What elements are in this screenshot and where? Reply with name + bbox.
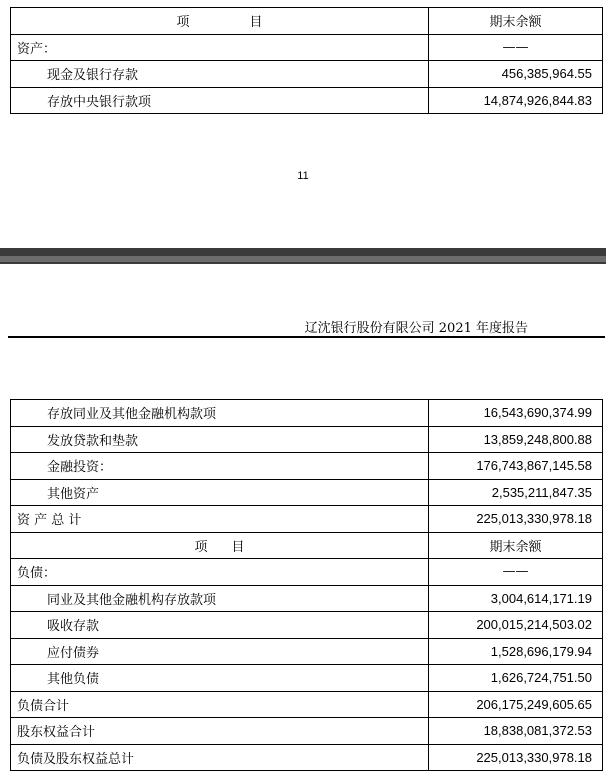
- row-value: 16,543,690,374.99: [429, 400, 603, 427]
- table-row: [11, 479, 603, 506]
- row-label: 同业及其他金融机构存放款项: [11, 585, 429, 612]
- row-value: 225,013,330,978.18: [429, 744, 603, 771]
- row-label: 金融投资：: [11, 453, 429, 480]
- table-row: [11, 718, 603, 745]
- row-value: 176,743,867,145.58: [429, 453, 603, 480]
- row-label: 股东权益合计: [11, 718, 429, 745]
- table-row: [11, 61, 603, 88]
- table-row: [11, 400, 603, 427]
- row-label: 负债及股东权益总计: [11, 744, 429, 771]
- row-value: 13,859,248,800.88: [429, 426, 603, 453]
- page-number: 11: [297, 170, 309, 182]
- header-item: [11, 532, 429, 559]
- row-value: ——: [429, 559, 603, 586]
- row-label: 负债：: [11, 559, 429, 586]
- row-value: 1,626,724,751.50: [429, 665, 603, 692]
- table-row: [11, 585, 603, 612]
- row-value: 2,535,211,847.35: [429, 479, 603, 506]
- header-item-a: 项: [176, 15, 190, 31]
- row-label: 应付债券: [11, 638, 429, 665]
- page-separator-inner: [0, 256, 606, 262]
- row-value: 3,004,614,171.19: [429, 585, 603, 612]
- row-label: 存放同业及其他金融机构款项: [11, 400, 429, 427]
- table-row: [11, 34, 603, 61]
- row-label: 存放中央银行款项: [11, 87, 429, 114]
- header-item: [11, 8, 429, 35]
- header-item-a: 项: [194, 539, 208, 555]
- table-row: [11, 638, 603, 665]
- row-label: 资产：: [11, 34, 429, 61]
- row-label: 其他资产: [11, 479, 429, 506]
- row-value: 206,175,249,605.65: [429, 691, 603, 718]
- row-label: 发放贷款和垫款: [11, 426, 429, 453]
- balance-table-bottom: [10, 399, 603, 771]
- row-label: 负债合计: [11, 691, 429, 718]
- table-row: [11, 453, 603, 480]
- row-label: 其他负债: [11, 665, 429, 692]
- row-label: 现金及银行存款: [11, 61, 429, 88]
- row-value: 225,013,330,978.18: [429, 506, 603, 533]
- header-rule: [8, 336, 605, 338]
- assets-table-top: [10, 7, 603, 114]
- header-item-b: 目: [231, 539, 245, 555]
- row-value: 1,528,696,179.94: [429, 638, 603, 665]
- table-row: [11, 744, 603, 771]
- table-row: [11, 506, 603, 533]
- header-item-b: 目: [249, 15, 263, 31]
- row-label: 资 产 总 计: [11, 506, 429, 533]
- row-value: 456,385,964.55: [429, 61, 603, 88]
- table-row: [11, 87, 603, 114]
- table-header-row: [11, 532, 603, 559]
- row-value: 18,838,081,372.53: [429, 718, 603, 745]
- row-value: ——: [429, 34, 603, 61]
- row-value: 200,015,214,503.02: [429, 612, 603, 639]
- header-balance: 期末余额: [429, 8, 603, 35]
- table-row: [11, 691, 603, 718]
- row-label: 吸收存款: [11, 612, 429, 639]
- row-value: 14,874,926,844.83: [429, 87, 603, 114]
- running-header: 辽沈银行股份有限公司 2021 年度报告: [304, 321, 528, 336]
- table-header-row: [11, 8, 603, 35]
- table-row: [11, 426, 603, 453]
- table-row: [11, 665, 603, 692]
- table-row: [11, 612, 603, 639]
- table-row: [11, 559, 603, 586]
- header-balance: 期末余额: [429, 532, 603, 559]
